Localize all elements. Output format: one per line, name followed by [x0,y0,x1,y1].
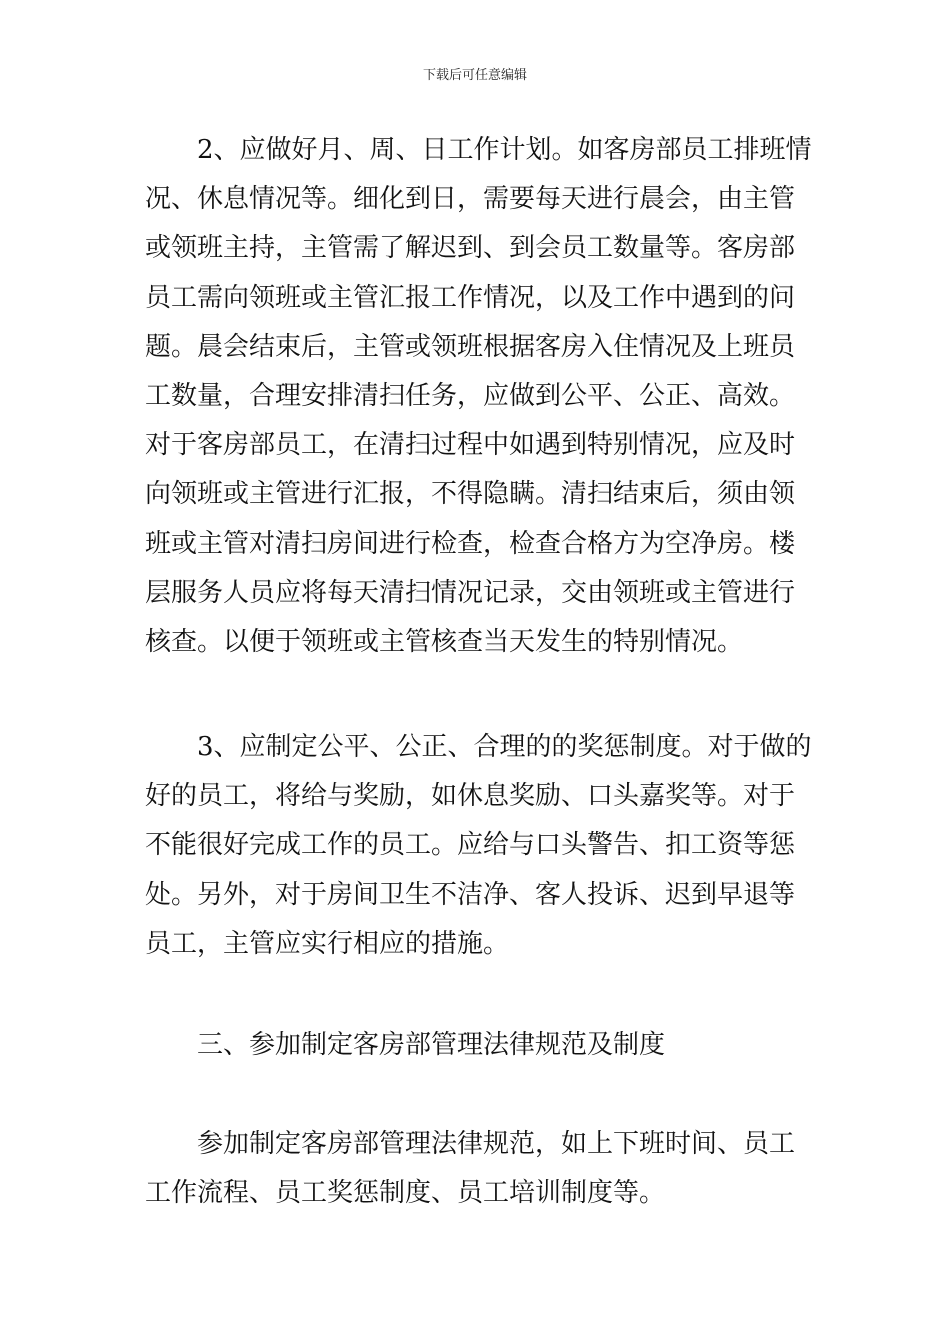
text-line: 工作流程、员工奖惩制度、员工培训制度等。 [145,1178,666,1209]
text-line: 班或主管对清扫房间进行检查，检查合格方为空净房。楼 [145,528,796,559]
text-line: 员工，主管应实行相应的措施。 [145,928,510,959]
text-line: 参加制定客房部管理法律规范，如上下班时间、员工 [197,1129,796,1159]
section-heading [145,1021,815,1070]
text-line: 好的员工，将给与奖励，如休息奖励、口头嘉奖等。对于 [145,781,796,812]
paragraph-4 [145,1120,815,1218]
text-line: 层服务人员应将每天清扫情况记录，交由领班或主管进行 [145,577,796,608]
text-line: 对于客房部员工，在清扫过程中如遇到特别情况，应及时 [145,430,796,461]
text-line: 核查。以便于领班或主管核查当天发生的特别情况。 [145,626,744,657]
paragraph-3 [145,723,815,969]
section-heading-text: 三、参加制定客房部管理法律规范及制度 [197,1030,666,1060]
text-line: 2、应做好月、周、日工作计划。如客房部员工排班情 [197,135,812,165]
text-line: 工数量，合理安排清扫任务，应做到公平、公正、高效。 [145,380,796,411]
text-line: 况、休息情况等。细化到日，需要每天进行晨会，由主管 [145,184,796,215]
text-line: 向领班或主管进行汇报，不得隐瞒。清扫结束后，须由领 [145,479,796,510]
paragraph-2 [145,126,815,667]
text-line: 员工需向领班或主管汇报工作情况，以及工作中遇到的问 [145,282,796,313]
text-line: 处。另外，对于房间卫生不洁净、客人投诉、迟到早退等 [145,879,796,910]
text-line: 不能很好完成工作的员工。应给与口头警告、扣工资等惩 [145,830,796,861]
text-line: 题。晨会结束后，主管或领班根据客房入住情况及上班员 [145,331,796,362]
text-line: 或领班主持，主管需了解迟到、到会员工数量等。客房部 [145,233,796,264]
text-line: 3、应制定公平、公正、合理的的奖惩制度。对于做的 [197,732,812,762]
page-header: 下载后可任意编辑 [422,68,527,83]
